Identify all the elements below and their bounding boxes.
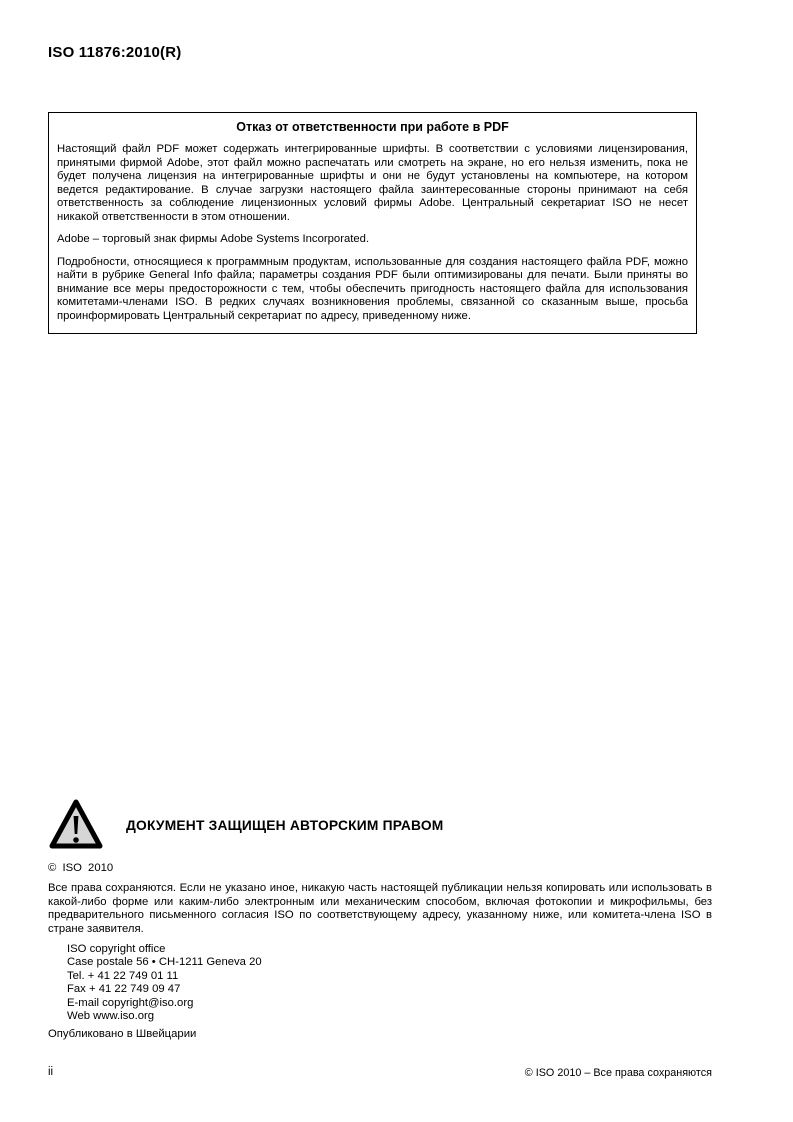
document-reference-header: ISO 11876:2010(R) xyxy=(48,44,182,61)
address-line: Tel. + 41 22 749 01 11 xyxy=(67,969,179,982)
disclaimer-paragraph: Настоящий файл PDF может содержать интегрированные шрифты. В соответствии с условиями лицензирования, принятыми фирмой Adobe, этот файл можно распечатать или смотреть на экране, но его нельзя изменить, пока не будет получена лицензия на интегрированные шрифты и они не будут установлены на компьютере, на котором ведется редактирование. В случае загрузки настоящего файла заинтересованные стороны принимают на себя ответственность за соблюдение лицензионных условий фирмы Adobe. Центральный секретариат ISO не несет никакой ответственности в этом отношении. xyxy=(57,143,688,223)
copyright-header xyxy=(48,798,712,852)
address-line: E-mail copyright@iso.org xyxy=(67,996,194,1009)
pdf-disclaimer-box xyxy=(48,112,697,334)
copyright-section xyxy=(48,798,712,1040)
address-line: ISO copyright office xyxy=(67,943,166,955)
disclaimer-paragraph: Подробности, относящиеся к программным продуктам, использованные для создания настоящего файла PDF, можно найти в рубрике General Info файла; параметры создания PDF были оптимизированы для печати. Были приняты во внимание все меры предосторожности с тем, чтобы обеспечить пригодность настоящего файла для использования комитетами-членами ISO. В редких случаях возникновения проблемы, связанной со сказанным выше, просьба проинформировать Центральный секретариат по адресу, приведенному ниже. xyxy=(57,255,688,322)
disclaimer-title: Отказ от ответственности при работе в PDF xyxy=(236,120,509,134)
copyright-notice: © ISO 2010 xyxy=(48,862,114,874)
address-line: Fax + 41 22 749 09 47 xyxy=(67,983,181,996)
warning-triangle-icon xyxy=(48,798,104,852)
disclaimer-paragraph: Adobe – торговый знак фирмы Adobe Systems Incorporated. xyxy=(57,233,370,245)
address-line: Case postale 56 • CH-1211 Geneva 20 xyxy=(67,956,262,969)
iso-address-block xyxy=(67,943,712,1023)
copyright-body-paragraph: Все права сохраняются. Если не указано иное, никакую часть настоящей публикации нельзя копировать или использовать в какой-либо форме или каким-либо электронным или механическим способом, включая фотокопии и микрофильмы, без предварительного письменного согласия ISO по соответствующему адресу, указанному ниже, или комитета-члена ISO в стране заявителя. xyxy=(48,882,712,935)
address-line: Web www.iso.org xyxy=(67,1010,155,1023)
copyright-protected-heading: ДОКУМЕНТ ЗАЩИЩЕН АВТОРСКИМ ПРАВОМ xyxy=(126,817,444,833)
footer-copyright: © ISO 2010 – Все права сохраняются xyxy=(524,1067,712,1079)
published-in-line: Опубликовано в Швейцарии xyxy=(48,1028,197,1041)
page-number: ii xyxy=(48,1066,54,1078)
